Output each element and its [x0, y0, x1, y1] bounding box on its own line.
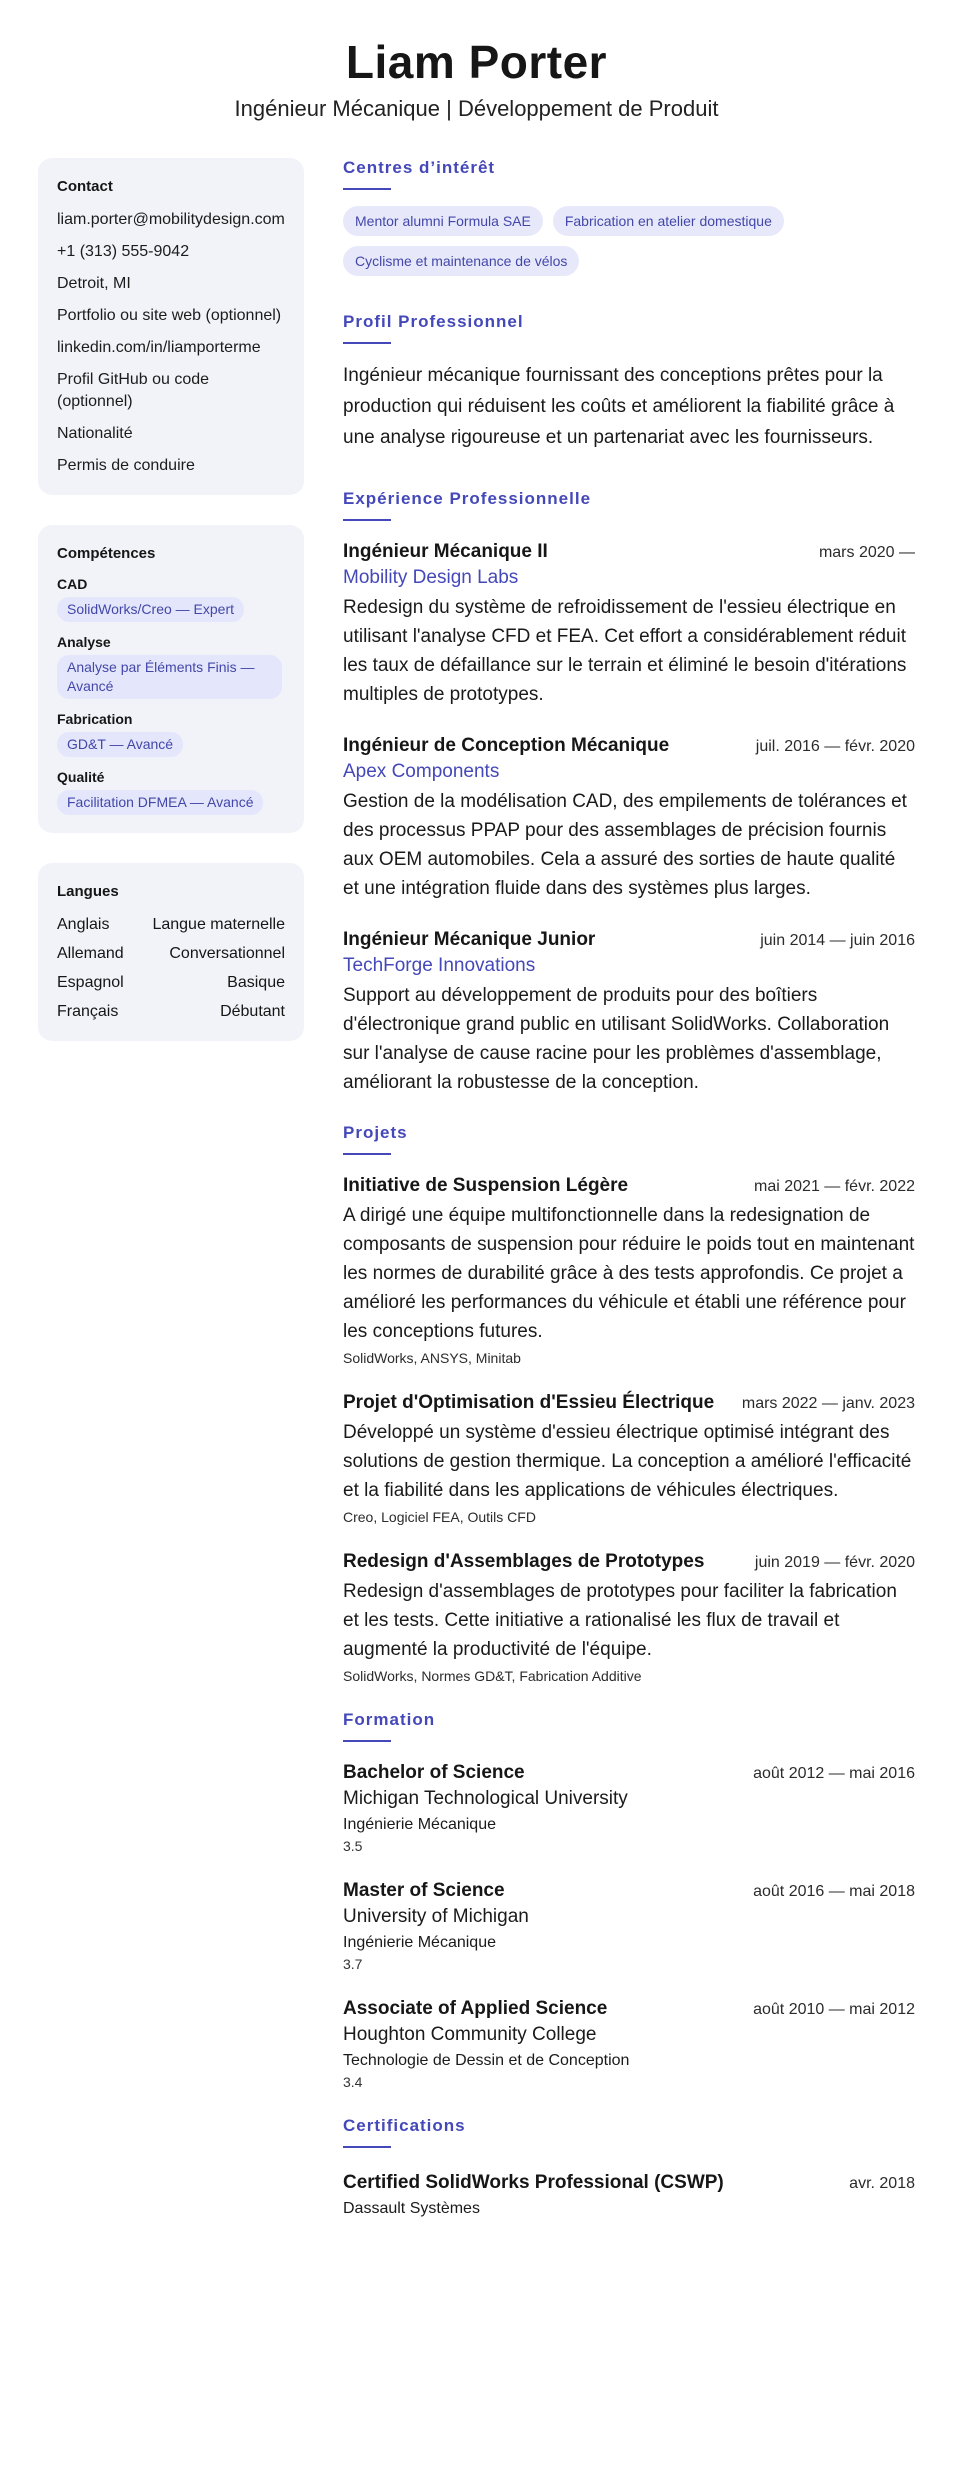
language-level: Basique	[227, 974, 285, 991]
certification-entry	[343, 2172, 915, 2218]
certifications-heading: Certifications	[343, 2116, 466, 2135]
education-entry	[343, 1880, 915, 1972]
languages-heading: Langues	[57, 883, 119, 900]
certifications-section	[343, 2116, 915, 2218]
projects-heading: Projets	[343, 1123, 408, 1142]
job-description: Support au développement de produits pour des boîtiers d'électronique grand public en utilisant SolidWorks. Collaboration sur l'analyse de cause racine pour les problèmes d'assemblage, améliorant la robustesse de la conception.	[343, 985, 890, 1093]
section-divider	[343, 1153, 391, 1155]
language-row	[57, 943, 285, 965]
job-date: juin 2014 — juin 2016	[760, 932, 915, 949]
job-description: Gestion de la modélisation CAD, des empilements de tolérances et des processus PPAP pour des assemblages de précision fournis aux OEM automobiles. Cela a assuré des sorties de haute qualité et une intégration fluide dans des systèmes plus larges.	[343, 791, 907, 899]
project-description: Développé un système d'essieu électrique optimisé intégrant des solutions de gestion thermique. La conception a amélioré l'efficacité et la fiabilité dans les applications de véhicules électriques.	[343, 1422, 912, 1501]
profile-text: Ingénieur mécanique fournissant des conceptions prêtes pour la production qui réduisent les coûts et améliorent la fiabilité grâce à une analyse rigoureuse et un partenariat avec les fournisseurs.	[343, 365, 895, 448]
skill-name: CAD	[57, 576, 88, 592]
profile-section	[343, 312, 915, 453]
job-date: mars 2020 —	[818, 544, 915, 561]
gpa: 3.4	[343, 2074, 363, 2090]
contact-email: liam.porter@mobilitydesign.com	[57, 211, 285, 228]
section-divider	[343, 2146, 391, 2148]
contact-nationality: Nationalité	[57, 425, 133, 442]
skill-name: Fabrication	[57, 711, 133, 727]
certification-date: avr. 2018	[849, 2175, 915, 2192]
resume-header	[0, 34, 953, 122]
contact-license: Permis de conduire	[57, 457, 195, 474]
contact-card	[38, 158, 304, 495]
job-date: juil. 2016 — févr. 2020	[755, 738, 915, 755]
language-name: Français	[57, 1003, 119, 1020]
education-date: août 2016 — mai 2018	[753, 1883, 915, 1900]
contact-phone: +1 (313) 555-9042	[57, 243, 190, 260]
language-row	[57, 972, 285, 994]
job-company: TechForge Innovations	[343, 955, 536, 976]
languages-card	[38, 863, 304, 1041]
language-name: Anglais	[57, 916, 110, 933]
language-level: Conversationnel	[169, 945, 285, 962]
language-name: Allemand	[57, 945, 124, 962]
skills-card	[38, 525, 304, 833]
project-tech: SolidWorks, ANSYS, Minitab	[343, 1350, 521, 1366]
main-content	[343, 158, 915, 2254]
language-row	[57, 914, 285, 936]
project-name: Initiative de Suspension Légère	[343, 1175, 629, 1196]
language-row	[57, 1001, 285, 1023]
project-name: Projet d'Optimisation d'Essieu Électrique	[343, 1392, 715, 1413]
project-entry	[343, 1392, 915, 1525]
skills-heading: Compétences	[57, 545, 156, 562]
school: University of Michigan	[343, 1906, 529, 1927]
education-date: août 2010 — mai 2012	[753, 2001, 915, 2018]
candidate-name: Liam Porter	[345, 36, 608, 88]
section-divider	[343, 188, 391, 190]
skill-chip: SolidWorks/Creo — Expert	[57, 597, 244, 622]
school: Houghton Community College	[343, 2024, 597, 2045]
candidate-title: Ingénieur Mécanique | Développement de Produit	[234, 96, 719, 121]
project-tech: SolidWorks, Normes GD&T, Fabrication Additive	[343, 1668, 642, 1684]
experience-entry	[343, 929, 915, 1097]
field-of-study: Ingénierie Mécanique	[343, 1816, 496, 1833]
education-entry	[343, 1762, 915, 1854]
experience-entry	[343, 541, 915, 709]
skill-name: Analyse	[57, 634, 111, 650]
skill-group	[57, 634, 285, 699]
interest-chips	[343, 206, 915, 276]
skill-group	[57, 576, 285, 622]
job-company: Apex Components	[343, 761, 500, 782]
degree: Master of Science	[343, 1880, 505, 1901]
skill-chip: Facilitation DFMEA — Avancé	[57, 790, 263, 815]
project-name: Redesign d'Assemblages de Prototypes	[343, 1551, 705, 1572]
experience-heading: Expérience Professionnelle	[343, 489, 592, 508]
section-divider	[343, 1740, 391, 1742]
skill-name: Qualité	[57, 769, 105, 785]
degree: Bachelor of Science	[343, 1762, 525, 1783]
job-company: Mobility Design Labs	[343, 567, 519, 588]
certification-issuer: Dassault Systèmes	[343, 2200, 480, 2217]
skill-group	[57, 769, 285, 815]
sidebar	[38, 158, 304, 1071]
certification-name: Certified SolidWorks Professional (CSWP)	[343, 2172, 724, 2193]
field-of-study: Ingénierie Mécanique	[343, 1934, 496, 1951]
job-role: Ingénieur de Conception Mécanique	[343, 735, 670, 756]
interest-chip: Mentor alumni Formula SAE	[343, 206, 543, 236]
degree: Associate of Applied Science	[343, 1998, 608, 2019]
skill-group	[57, 711, 285, 757]
section-divider	[343, 519, 391, 521]
project-tech: Creo, Logiciel FEA, Outils CFD	[343, 1509, 536, 1525]
interests-section	[343, 158, 915, 276]
project-date: juin 2019 — févr. 2020	[754, 1554, 915, 1571]
education-entry	[343, 1998, 915, 2090]
skill-chip: Analyse par Éléments Finis — Avancé	[57, 655, 282, 699]
education-heading: Formation	[343, 1710, 436, 1729]
contact-linkedin: linkedin.com/in/liamporterme	[57, 339, 261, 356]
project-entry	[343, 1551, 915, 1684]
interests-heading: Centres d’intérêt	[343, 158, 496, 177]
field-of-study: Technologie de Dessin et de Conception	[343, 2052, 630, 2069]
language-level: Langue maternelle	[152, 916, 285, 933]
interest-chip: Fabrication en atelier domestique	[553, 206, 784, 236]
projects-section	[343, 1123, 915, 1684]
project-description: A dirigé une équipe multifonctionnelle dans la redesignation de composants de suspension pour réduire le poids tout en maintenant les normes de durabilité grâce à des tests approfondis. Ce projet a amélioré les performances du véhicule et établi une référence pour les conceptions futures.	[343, 1205, 915, 1342]
gpa: 3.7	[343, 1956, 363, 1972]
experience-section	[343, 489, 915, 1097]
contact-portfolio: Portfolio ou site web (optionnel)	[57, 307, 282, 324]
project-entry	[343, 1175, 915, 1366]
project-description: Redesign d'assemblages de prototypes pour faciliter la fabrication et les tests. Cette initiative a rationalisé les flux de travail et augmenté la productivité de l'équipe.	[343, 1581, 897, 1660]
education-date: août 2012 — mai 2016	[753, 1765, 915, 1782]
contact-github: Profil GitHub ou code (optionnel)	[57, 371, 210, 410]
experience-entry	[343, 735, 915, 903]
language-name: Espagnol	[57, 974, 124, 991]
project-date: mars 2022 — janv. 2023	[741, 1395, 915, 1412]
school: Michigan Technological University	[343, 1788, 628, 1809]
education-section	[343, 1710, 915, 2090]
skill-chip: GD&T — Avancé	[57, 732, 183, 757]
contact-heading: Contact	[57, 178, 113, 195]
job-description: Redesign du système de refroidissement de l'essieu électrique en utilisant l'analyse CFD et FEA. Cet effort a considérablement réduit les taux de défaillance sur le terrain et éliminé le besoin d'itérations multiples de prototypes.	[343, 597, 907, 705]
language-level: Débutant	[220, 1003, 285, 1020]
gpa: 3.5	[343, 1838, 363, 1854]
section-divider	[343, 342, 391, 344]
job-role: Ingénieur Mécanique II	[343, 541, 548, 562]
job-role: Ingénieur Mécanique Junior	[343, 929, 596, 950]
project-date: mai 2021 — févr. 2022	[754, 1178, 915, 1195]
contact-location: Detroit, MI	[57, 275, 131, 292]
profile-heading: Profil Professionnel	[343, 312, 524, 331]
interest-chip: Cyclisme et maintenance de vélos	[343, 246, 579, 276]
